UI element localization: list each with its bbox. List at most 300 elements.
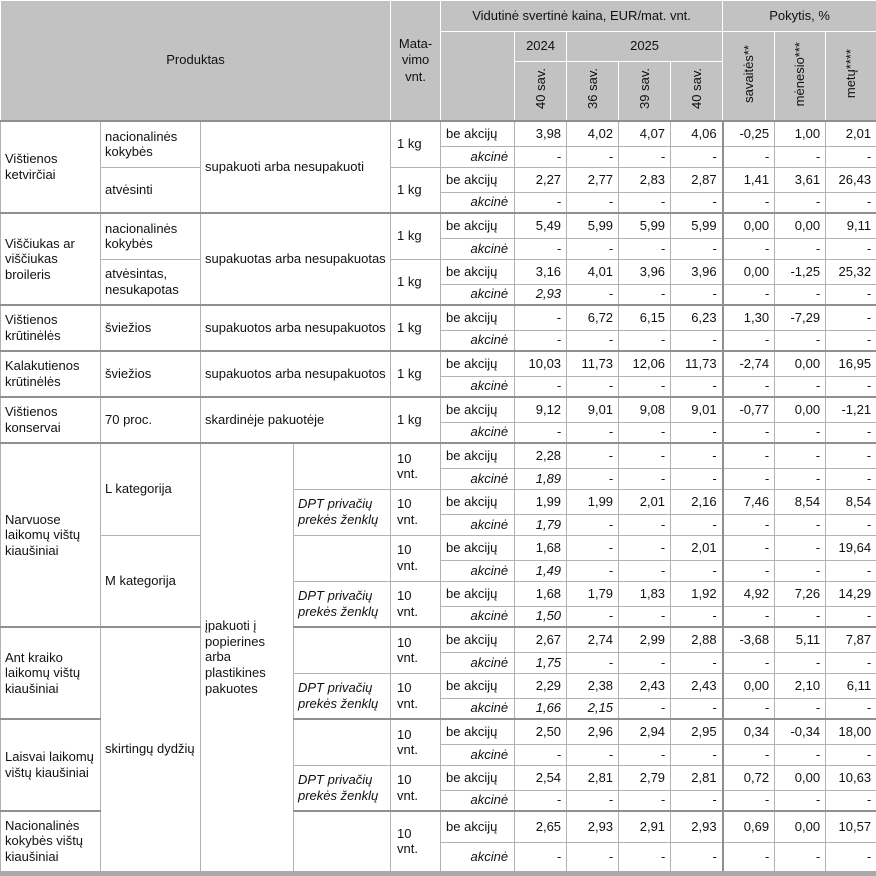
row-label: akcinė: [441, 698, 515, 719]
row-label: be akcijų: [441, 765, 515, 790]
value-cell: 7,46: [723, 489, 775, 514]
value-cell: -: [826, 790, 876, 811]
value-cell: 2,38: [567, 673, 619, 698]
value-cell: -2,74: [723, 351, 775, 376]
row-label: akcinė: [441, 376, 515, 397]
value-cell: -: [775, 238, 826, 259]
value-cell: -: [515, 305, 567, 330]
value-cell: -: [723, 330, 775, 351]
value-cell: 6,72: [567, 305, 619, 330]
value-cell: 2,77: [567, 167, 619, 192]
value-cell: -: [671, 284, 723, 305]
value-cell: 5,99: [567, 213, 619, 238]
value-cell: -: [619, 376, 671, 397]
value-cell: 2,83: [619, 167, 671, 192]
value-cell: 12,06: [619, 351, 671, 376]
value-cell: -: [723, 514, 775, 535]
brand-cell: DPT privačių prekės ženklų: [294, 765, 391, 811]
value-cell: 18,00: [826, 719, 876, 744]
row-label: akcinė: [441, 238, 515, 259]
table-row: [1, 397, 876, 422]
produktas-header: Produktas: [1, 1, 391, 122]
value-cell: 0,00: [723, 259, 775, 284]
value-cell: -: [567, 330, 619, 351]
pokytis-savaites-header: [723, 32, 775, 122]
value-cell: -: [775, 443, 826, 468]
product-cell: Vištienos krūtinėlės: [1, 305, 101, 351]
row-label: akcinė: [441, 606, 515, 627]
value-cell: 2,91: [619, 811, 671, 842]
value-cell: -: [515, 146, 567, 167]
value-cell: -: [619, 744, 671, 765]
product-cell: Narvuose laikomų vištų kiaušiniai: [1, 443, 101, 627]
brand-cell: [294, 627, 391, 673]
value-cell: -1,21: [826, 397, 876, 422]
value-cell: -0,25: [723, 121, 775, 146]
value-cell: 25,32: [826, 259, 876, 284]
attribute-cell: 70 proc.: [101, 397, 201, 443]
value-cell: 0,00: [775, 397, 826, 422]
value-cell: -: [619, 698, 671, 719]
row-label: akcinė: [441, 744, 515, 765]
value-cell: 0,00: [775, 765, 826, 790]
brand-cell: [294, 535, 391, 581]
table-row: [1, 443, 876, 468]
value-cell: -: [826, 284, 876, 305]
value-cell: -: [567, 535, 619, 560]
unit-cell: 10 vnt.: [391, 765, 441, 811]
value-cell: 3,16: [515, 259, 567, 284]
value-cell: -: [775, 560, 826, 581]
value-cell: 2,74: [567, 627, 619, 652]
packaging-cell: supakuotas arba nesupakuotas: [201, 213, 391, 305]
value-cell: 0,34: [723, 719, 775, 744]
header-row-groups: [1, 1, 876, 32]
value-cell: 1,79: [515, 514, 567, 535]
value-cell: -: [671, 468, 723, 489]
value-cell: -: [671, 560, 723, 581]
brand-cell: [294, 811, 391, 873]
value-cell: -: [671, 238, 723, 259]
value-cell: 1,79: [567, 581, 619, 606]
value-cell: -: [723, 443, 775, 468]
row-label: akcinė: [441, 330, 515, 351]
value-cell: 4,01: [567, 259, 619, 284]
value-cell: -: [515, 376, 567, 397]
value-cell: 7,26: [775, 581, 826, 606]
value-cell: 2,01: [619, 489, 671, 514]
value-cell: -: [619, 284, 671, 305]
value-cell: 2,16: [671, 489, 723, 514]
week-label: 40 sav.: [690, 68, 704, 109]
price-group-header: Vidutinė svertinė kaina, EUR/mat. vnt.: [441, 1, 723, 32]
packaging-cell: supakuotos arba nesupakuotos: [201, 305, 391, 351]
value-cell: -: [619, 468, 671, 489]
value-cell: -: [515, 790, 567, 811]
brand-cell: DPT privačių prekės ženklų: [294, 489, 391, 535]
value-cell: 10,63: [826, 765, 876, 790]
pokytis-menesio-header: [775, 32, 826, 122]
value-cell: -3,68: [723, 627, 775, 652]
attribute-cell: šviežios: [101, 351, 201, 397]
attribute-cell: šviežios: [101, 305, 201, 351]
row-label: be akcijų: [441, 627, 515, 652]
value-cell: 7,87: [826, 627, 876, 652]
value-cell: -: [775, 698, 826, 719]
value-cell: -: [567, 192, 619, 213]
row-label: be akcijų: [441, 397, 515, 422]
pokytis-group-header: Pokytis, %: [723, 1, 876, 32]
row-label: akcinė: [441, 192, 515, 213]
table-row: [1, 535, 876, 560]
value-cell: -: [826, 468, 876, 489]
row-label: be akcijų: [441, 443, 515, 468]
pokytis-menesio-label: mėnesio***: [793, 42, 807, 106]
value-cell: -: [775, 422, 826, 443]
value-cell: 5,99: [619, 213, 671, 238]
value-cell: -: [723, 422, 775, 443]
value-cell: 0,00: [723, 673, 775, 698]
row-label: be akcijų: [441, 581, 515, 606]
value-cell: -: [567, 443, 619, 468]
unit-cell: 10 vnt.: [391, 673, 441, 719]
value-cell: -: [515, 192, 567, 213]
value-cell: 4,07: [619, 121, 671, 146]
row-label: be akcijų: [441, 213, 515, 238]
value-cell: 14,29: [826, 581, 876, 606]
value-cell: -: [723, 284, 775, 305]
value-cell: 2,93: [567, 811, 619, 842]
row-label: be akcijų: [441, 811, 515, 842]
value-cell: 2,81: [671, 765, 723, 790]
value-cell: 2,43: [619, 673, 671, 698]
week-2025-40-header: [671, 62, 723, 122]
row-label: akcinė: [441, 790, 515, 811]
table-row: [1, 305, 876, 330]
year-2024-header: 2024: [515, 32, 567, 62]
value-cell: -: [567, 468, 619, 489]
matavimo-header: Mata- vimo vnt.: [391, 1, 441, 122]
value-cell: 0,00: [775, 213, 826, 238]
value-cell: -: [775, 330, 826, 351]
value-cell: 1,99: [567, 489, 619, 514]
value-cell: -: [775, 192, 826, 213]
value-cell: -: [826, 305, 876, 330]
value-cell: -: [775, 284, 826, 305]
row-label: be akcijų: [441, 167, 515, 192]
value-cell: 2,10: [775, 673, 826, 698]
attribute-cell: atvėsintas, nesukapotas: [101, 259, 201, 305]
value-cell: -: [619, 606, 671, 627]
value-cell: -: [775, 514, 826, 535]
value-cell: 2,01: [826, 121, 876, 146]
row-label: akcinė: [441, 842, 515, 873]
value-cell: 0,00: [775, 811, 826, 842]
value-cell: -1,25: [775, 259, 826, 284]
value-cell: 6,15: [619, 305, 671, 330]
value-cell: 0,00: [723, 213, 775, 238]
value-cell: 1,89: [515, 468, 567, 489]
value-cell: -: [723, 606, 775, 627]
value-cell: -: [619, 790, 671, 811]
value-cell: 8,54: [826, 489, 876, 514]
value-cell: -: [826, 146, 876, 167]
value-cell: 1,68: [515, 535, 567, 560]
value-cell: -: [723, 652, 775, 673]
value-cell: -: [671, 698, 723, 719]
value-cell: -: [619, 842, 671, 873]
product-cell: Vištienos ketvirčiai: [1, 121, 101, 213]
value-cell: -: [619, 535, 671, 560]
unit-cell: 1 kg: [391, 397, 441, 443]
value-cell: 4,02: [567, 121, 619, 146]
value-cell: -: [671, 422, 723, 443]
value-cell: -: [723, 192, 775, 213]
value-cell: 26,43: [826, 167, 876, 192]
attribute-cell: skirtingų dydžių: [101, 627, 201, 873]
value-cell: -0,34: [775, 719, 826, 744]
value-cell: -: [671, 376, 723, 397]
value-cell: 16,95: [826, 351, 876, 376]
product-cell: Ant kraiko laikomų vištų kiaušiniai: [1, 627, 101, 719]
value-cell: 9,01: [567, 397, 619, 422]
product-cell: Viščiukas ar viščiukas broileris: [1, 213, 101, 305]
value-cell: 2,28: [515, 443, 567, 468]
value-cell: 1,99: [515, 489, 567, 514]
unit-cell: 10 vnt.: [391, 581, 441, 627]
value-cell: 1,92: [671, 581, 723, 606]
pokytis-savaites-label: savaitės**: [742, 45, 756, 103]
value-cell: 4,92: [723, 581, 775, 606]
value-cell: 3,96: [671, 259, 723, 284]
year-2025-header: 2025: [567, 32, 723, 62]
value-cell: -: [775, 468, 826, 489]
value-cell: -: [723, 560, 775, 581]
pokytis-metu-header: [826, 32, 876, 122]
value-cell: 2,95: [671, 719, 723, 744]
brand-cell: DPT privačių prekės ženklų: [294, 581, 391, 627]
value-cell: 19,64: [826, 535, 876, 560]
value-cell: 3,98: [515, 121, 567, 146]
brand-cell: [294, 443, 391, 489]
value-cell: -: [826, 560, 876, 581]
value-cell: -: [775, 376, 826, 397]
value-cell: -: [619, 238, 671, 259]
value-cell: 2,81: [567, 765, 619, 790]
product-cell: Nacionalinės kokybės vištų kiaušiniai: [1, 811, 101, 873]
row-label: be akcijų: [441, 121, 515, 146]
row-label: akcinė: [441, 652, 515, 673]
value-cell: 2,54: [515, 765, 567, 790]
value-cell: -7,29: [775, 305, 826, 330]
value-cell: -: [567, 790, 619, 811]
value-cell: -: [671, 192, 723, 213]
value-cell: 1,83: [619, 581, 671, 606]
row-label: be akcijų: [441, 535, 515, 560]
row-label: be akcijų: [441, 673, 515, 698]
row-label: be akcijų: [441, 351, 515, 376]
unit-cell: 1 kg: [391, 305, 441, 351]
packaging-cell: supakuoti arba nesupakuoti: [201, 121, 391, 213]
value-cell: 2,01: [671, 535, 723, 560]
value-cell: 2,27: [515, 167, 567, 192]
value-cell: 2,43: [671, 673, 723, 698]
unit-cell: 10 vnt.: [391, 811, 441, 873]
value-cell: -: [826, 698, 876, 719]
empty-header-cell: [441, 32, 515, 122]
value-cell: -: [619, 560, 671, 581]
value-cell: -: [671, 146, 723, 167]
value-cell: -: [567, 514, 619, 535]
value-cell: -: [567, 238, 619, 259]
value-cell: -: [515, 330, 567, 351]
row-label: be akcijų: [441, 489, 515, 514]
value-cell: -: [671, 443, 723, 468]
value-cell: -: [775, 535, 826, 560]
row-label: akcinė: [441, 468, 515, 489]
unit-cell: 10 vnt.: [391, 443, 441, 489]
value-cell: 9,12: [515, 397, 567, 422]
value-cell: 2,50: [515, 719, 567, 744]
value-cell: -: [775, 790, 826, 811]
value-cell: -: [826, 842, 876, 873]
value-cell: -: [671, 514, 723, 535]
row-label: akcinė: [441, 560, 515, 581]
value-cell: 4,06: [671, 121, 723, 146]
value-cell: -: [826, 376, 876, 397]
value-cell: 1,41: [723, 167, 775, 192]
value-cell: -: [723, 468, 775, 489]
value-cell: 2,65: [515, 811, 567, 842]
value-cell: 11,73: [671, 351, 723, 376]
attribute-cell: atvėsinti: [101, 167, 201, 213]
value-cell: -: [775, 606, 826, 627]
value-cell: -: [567, 284, 619, 305]
value-cell: -: [723, 376, 775, 397]
value-cell: -: [619, 330, 671, 351]
packaging-cell: įpakuoti į popierines arba plastikines pakuotes: [201, 443, 294, 873]
row-label: akcinė: [441, 146, 515, 167]
product-cell: Kalakutienos krūtinėlės: [1, 351, 101, 397]
value-cell: 3,96: [619, 259, 671, 284]
value-cell: -: [723, 698, 775, 719]
attribute-cell: M kategorija: [101, 535, 201, 627]
value-cell: -: [826, 443, 876, 468]
brand-cell: DPT privačių prekės ženklų: [294, 673, 391, 719]
value-cell: 2,99: [619, 627, 671, 652]
value-cell: -: [619, 443, 671, 468]
value-cell: -: [826, 744, 876, 765]
value-cell: -: [671, 842, 723, 873]
row-label: be akcijų: [441, 719, 515, 744]
row-label: be akcijų: [441, 259, 515, 284]
table-row: [1, 259, 876, 284]
value-cell: -: [723, 744, 775, 765]
value-cell: -: [671, 652, 723, 673]
value-cell: -: [775, 652, 826, 673]
value-cell: 2,96: [567, 719, 619, 744]
value-cell: -: [567, 606, 619, 627]
value-cell: -: [619, 146, 671, 167]
table-row: [1, 167, 876, 192]
value-cell: 1,30: [723, 305, 775, 330]
value-cell: -: [723, 842, 775, 873]
row-label: akcinė: [441, 514, 515, 535]
value-cell: -: [775, 146, 826, 167]
value-cell: -: [723, 238, 775, 259]
value-cell: 1,75: [515, 652, 567, 673]
value-cell: 2,15: [567, 698, 619, 719]
value-cell: -: [567, 146, 619, 167]
value-cell: -: [826, 422, 876, 443]
value-cell: -: [671, 330, 723, 351]
product-cell: Laisvai laikomų vištų kiaušiniai: [1, 719, 101, 811]
week-label: 40 sav.: [534, 68, 548, 109]
value-cell: 2,67: [515, 627, 567, 652]
value-cell: -: [515, 842, 567, 873]
value-cell: -: [567, 560, 619, 581]
attribute-cell: nacionalinės kokybės: [101, 213, 201, 259]
unit-cell: 1 kg: [391, 259, 441, 305]
value-cell: -: [826, 652, 876, 673]
value-cell: 2,93: [671, 811, 723, 842]
value-cell: -: [723, 535, 775, 560]
value-cell: 9,11: [826, 213, 876, 238]
value-cell: -: [619, 514, 671, 535]
value-cell: -: [826, 330, 876, 351]
value-cell: 11,73: [567, 351, 619, 376]
week-label: 39 sav.: [638, 68, 652, 109]
attribute-cell: L kategorija: [101, 443, 201, 535]
week-label: 36 sav.: [586, 68, 600, 109]
value-cell: -: [826, 192, 876, 213]
attribute-cell: nacionalinės kokybės: [101, 121, 201, 167]
packaging-cell: skardinėje pakuotėje: [201, 397, 391, 443]
value-cell: -: [515, 238, 567, 259]
value-cell: -: [567, 652, 619, 673]
value-cell: 9,08: [619, 397, 671, 422]
unit-cell: 1 kg: [391, 167, 441, 213]
value-cell: -: [515, 744, 567, 765]
unit-cell: 1 kg: [391, 351, 441, 397]
unit-cell: 1 kg: [391, 121, 441, 167]
value-cell: 2,29: [515, 673, 567, 698]
value-cell: -0,77: [723, 397, 775, 422]
value-cell: 6,11: [826, 673, 876, 698]
value-cell: 10,03: [515, 351, 567, 376]
value-cell: -: [567, 842, 619, 873]
table-row: [1, 121, 876, 146]
row-label: akcinė: [441, 284, 515, 305]
value-cell: 1,00: [775, 121, 826, 146]
value-cell: -: [619, 422, 671, 443]
value-cell: -: [567, 744, 619, 765]
value-cell: 2,88: [671, 627, 723, 652]
value-cell: 1,49: [515, 560, 567, 581]
value-cell: 5,49: [515, 213, 567, 238]
brand-cell: [294, 719, 391, 765]
table-row: [1, 213, 876, 238]
week-2025-36-header: [567, 62, 619, 122]
value-cell: 6,23: [671, 305, 723, 330]
value-cell: -: [723, 146, 775, 167]
week-2024-40-header: [515, 62, 567, 122]
value-cell: -: [671, 606, 723, 627]
value-cell: -: [775, 744, 826, 765]
value-cell: -: [671, 790, 723, 811]
unit-cell: 10 vnt.: [391, 719, 441, 765]
value-cell: 2,87: [671, 167, 723, 192]
